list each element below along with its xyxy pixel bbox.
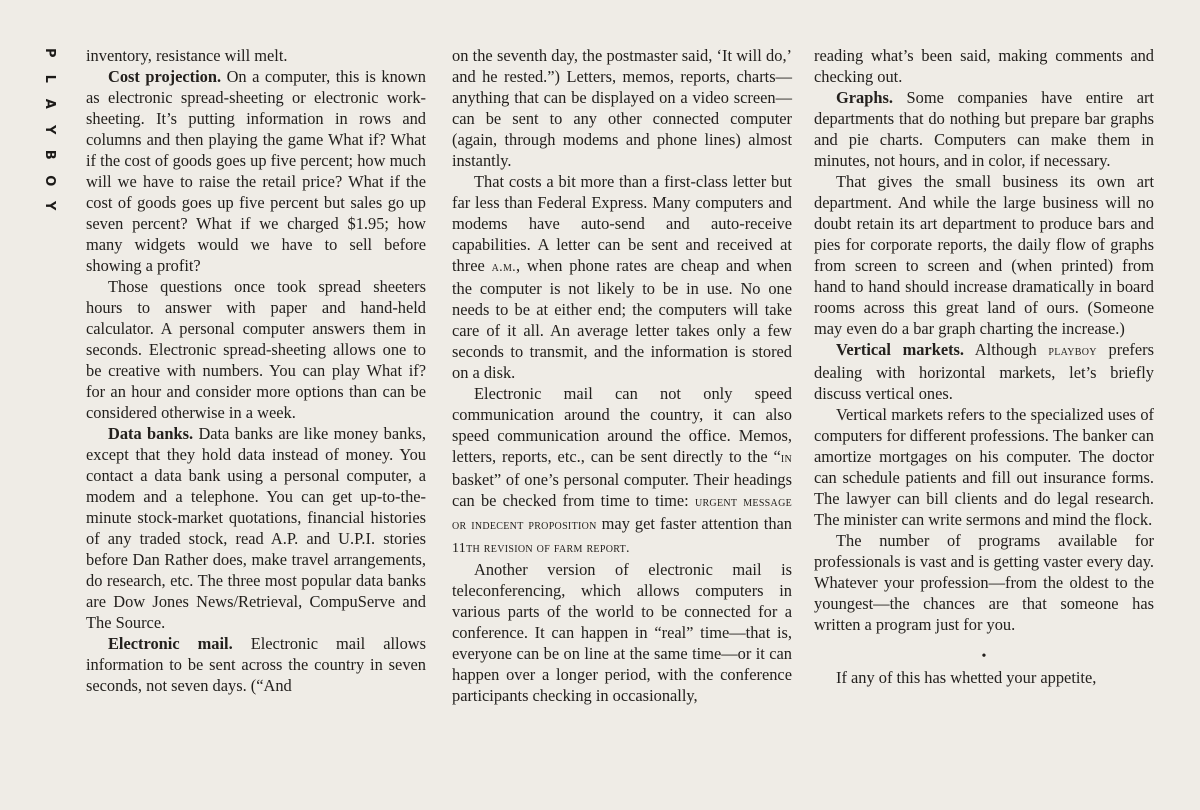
column-1 — [86, 45, 426, 696]
paragraph-text: Although — [964, 340, 1049, 359]
column-2 — [452, 45, 792, 706]
small-caps-text: 11th revision of farm report. — [452, 541, 630, 556]
paragraph: inventory, resistance will melt. — [86, 46, 288, 65]
side-mark-letter: B — [41, 149, 57, 160]
spacer — [814, 635, 1154, 647]
paragraph: Those questions once took spread sheeters hours to answer with paper and hand-held calculator. A personal computer answers them in seconds. Electronic spread-sheeting allows one to be creative with numbers. You can play What if? for an hour and consider more options than can be considered otherwise in a week. — [86, 277, 426, 422]
paragraph: If any of this has whetted your appetite, — [836, 668, 1097, 687]
paragraph-text: basket” of one’s personal computer. Their headings can be checked from time to time: — [452, 470, 792, 510]
paragraph: Vertical markets refers to the specialized uses of computers for different professions. The banker can amortize mortgages on his computer. The doctor can schedule patients and fill out insurance forms. The lawyer can bill clients and do legal research. The minister can write sermons and mind the flock. — [814, 405, 1154, 529]
subhead-data-banks: Data banks. — [108, 424, 194, 443]
side-mark-letter: Y — [41, 124, 57, 134]
paragraph — [452, 383, 792, 559]
side-mark-letter: Y — [41, 201, 57, 211]
side-mark-letter: A — [41, 98, 57, 109]
small-caps-text: a.m. — [491, 260, 516, 275]
paragraph-text: , when phone rates are cheap and when the computer is not likely to be in use. No one needs to be at either end; the computers will take care of it all. An average letter takes only a few seconds to transmit, and the information is stored on a disk. — [452, 256, 792, 382]
paragraph-text: Data banks are like money banks, except that they hold data instead of money. You contact a data bank using a personal computer, a modem and a telephone. You can get up-to-the-minute stock-market quotations, financial histories of any traded stock, read A.P. and U.P.I. stories before Dan Rather does, make travel arrangements, do research, etc. The three most popular data banks are Dow Jones News/Retrieval, CompuServe and The Source. — [86, 424, 426, 632]
side-mark-letter: L — [41, 74, 57, 83]
playboy-side-mark — [38, 40, 60, 219]
paragraph: The number of programs available for professionals is vast and is getting vaster every day. Whatever your profession—from the oldest to the youngest—the chances are that someone has written a program just for you. — [814, 531, 1154, 634]
paragraph-vertical-markets — [814, 339, 1154, 404]
paragraph: Another version of electronic mail is teleconferencing, which allows computers in various parts of the world to be connected for a conference. It can happen in “real” time—that is, everyone can be on line at the same time—or it can happen over a longer period, with the conference participants checking in occasionally, — [452, 560, 792, 705]
paragraph-text: That costs a bit more than a first-class letter but far less than Federal Express. Many computers and modems have auto-send and auto-receive capabilities. A letter can be sent and received at three — [452, 172, 792, 275]
paragraph-text: On a computer, this is known as electronic spread-sheeting or electronic work-sheeting. It’s putting information in rows and columns and then playing the game What if? What if the cost of goods goes up five percent; how much will we have to raise the retail price? What if the cost of goods goes up five percent but sales go up seven percent? What if we charged $1.95; how many widgets would we have to sell before showing a profit? — [86, 67, 426, 275]
paragraph-text: may get faster attention than — [596, 514, 793, 533]
paragraph — [452, 171, 792, 383]
paragraph-text: Electronic mail can not only speed communication around the country, it can also speed communication around the office. Memos, letters, reports, etc., can be sent directly to the “ — [452, 384, 792, 466]
small-caps-text: playboy — [1048, 344, 1097, 359]
paragraph-text: Electronic mail allows information to be sent across the country in seven seconds, not seven days. (“And — [86, 634, 426, 695]
paragraph: That gives the small business its own art department. And while the large business will no doubt retain its art department to produce bars and pies for corporate reports, the daily flow of graphs from screen to screen and (when printed) from hand to hand should increase dramatically in board rooms across this great land of ours. (Someone may even do a bar graph charting the increase.) — [814, 172, 1154, 338]
subhead-vertical-markets: Vertical markets. — [836, 340, 965, 359]
paragraph-text: prefers dealing with horizontal markets, let’s briefly discuss vertical ones. — [814, 340, 1154, 403]
paragraph: on the seventh day, the postmaster said, ‘It will do,’ and he rested.”) Letters, memos, reports, charts—anything that can be displayed on a video screen—can be sent to any other connected computer (again, through modems and phone lines) almost instantly. — [452, 46, 792, 170]
paragraph-data-banks — [86, 423, 426, 633]
section-bullet: • — [981, 649, 987, 664]
small-caps-text: urgent message or indecent proposition — [452, 495, 792, 533]
paragraph: reading what’s been said, making comments and checking out. — [814, 46, 1154, 86]
subhead-electronic-mail: Electronic mail. — [108, 634, 233, 653]
subhead-graphs: Graphs. — [836, 88, 893, 107]
paragraph-electronic-mail — [86, 633, 426, 696]
small-caps-text: in — [780, 451, 792, 466]
side-mark-letter: O — [41, 174, 57, 186]
column-3 — [814, 45, 1154, 688]
paragraph-cost-projection — [86, 66, 426, 276]
side-mark-letter: P — [41, 47, 57, 58]
subhead-cost-projection: Cost projection. — [108, 67, 222, 86]
paragraph-graphs — [814, 87, 1154, 171]
paragraph-text: Some companies have entire art departments that do nothing but prepare bar graphs and pie charts. Computers can make them in minutes, not hours, and in color, if necessary. — [814, 88, 1154, 170]
